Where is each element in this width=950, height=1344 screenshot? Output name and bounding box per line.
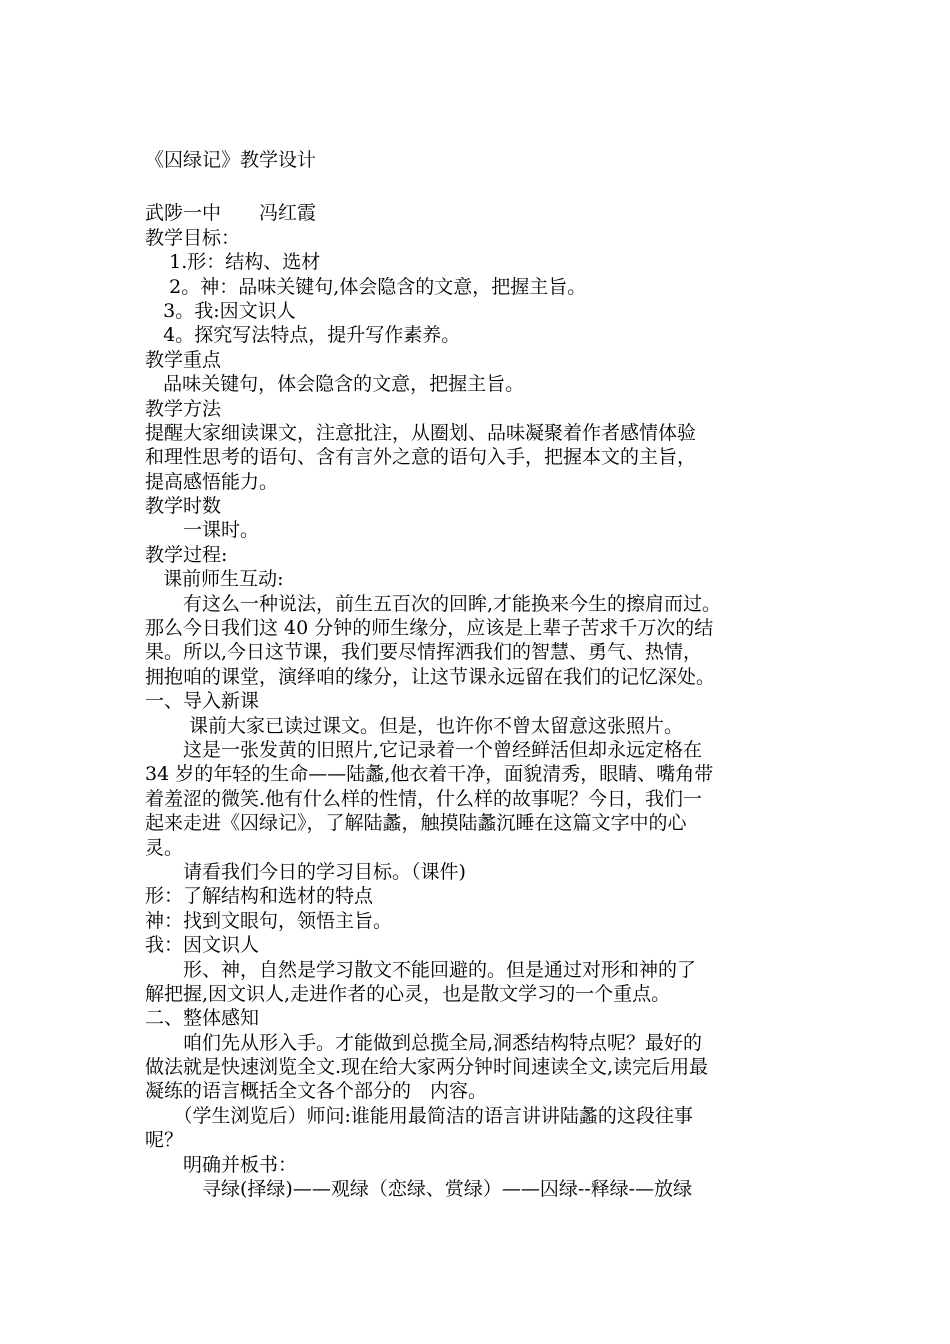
objective-form: 形：了解结构和选材的特点	[145, 885, 374, 908]
paragraph-line: 提高感悟能力。	[145, 470, 279, 493]
goal-item-2: 2。神：品味关键句,体会隐含的文意，把握主旨。	[145, 275, 587, 298]
paragraph-line: 灵。	[145, 836, 184, 859]
paragraph-line: 着羞涩的微笑.他有什么样的性情，什么样的故事呢？今日，我们一	[145, 787, 703, 810]
paragraph-line: 形、神，自然是学习散文不能回避的。但是通过对形和神的了	[145, 958, 697, 981]
section-heading-intro: 一、导入新课	[145, 690, 260, 713]
paragraph-line: 和理性思考的语句、含有言外之意的语句入手，把握本文的主旨，	[145, 446, 697, 469]
section-heading-hours: 教学时数	[145, 495, 222, 518]
objective-self: 我：因文识人	[145, 934, 260, 957]
paragraph-line: 果。所以,今日这节课，我们要尽情挥洒我们的智慧、勇气、热情，	[145, 641, 703, 664]
section-heading-goals: 教学目标：	[145, 226, 241, 249]
paragraph-line: 有这么一种说法，前生五百次的回眸,才能换来今生的擦肩而过。	[145, 592, 722, 615]
paragraph-line: 明确并板书：	[145, 1153, 298, 1176]
blackboard-summary: 寻绿(择绿)——观绿（恋绿、赏绿）——囚绿--释绿-—放绿	[145, 1178, 693, 1201]
paragraph-line: 这是一张发黄的旧照片,它记录着一个曾经鲜活但却永远定格在	[145, 738, 703, 761]
section-heading-method: 教学方法	[145, 397, 222, 420]
document-title: 《囚绿记》教学设计	[145, 149, 317, 171]
goal-item-3: 3。我:因文识人	[145, 299, 296, 322]
subheading-interaction: 课前师生互动:	[145, 568, 284, 591]
paragraph-line: 34 岁的年轻的生命——陆蠡,他衣着干净，面貌清秀，眼睛、嘴角带	[145, 763, 714, 786]
paragraph-line: 那么今日我们这 40 分钟的师生缘分，应该是上辈子苦求千万次的结	[145, 617, 714, 640]
paragraph-line: 品味关键句，体会隐含的文意，把握主旨。	[145, 373, 525, 396]
section-heading-focus: 教学重点	[145, 348, 222, 371]
paragraph-line: 拥抱咱的课堂，演绎咱的缘分，让这节课永远留在我们的记忆深处。	[145, 665, 716, 688]
paragraph-line: 呢？	[145, 1129, 184, 1152]
section-heading-process: 教学过程:	[145, 543, 228, 566]
section-heading-overview: 二、整体感知	[145, 1007, 260, 1030]
objective-spirit: 神：找到文眼句，领悟主旨。	[145, 909, 393, 932]
paragraph-line: 起来走进《囚绿记》，了解陆蠡，触摸陆蠡沉睡在这篇文字中的心	[145, 812, 687, 835]
document-body	[145, 148, 810, 1201]
paragraph-line: 解把握,因文识人,走进作者的心灵，也是散文学习的一个重点。	[145, 982, 671, 1005]
paragraph-line: 做法就是快速浏览全文.现在给大家两分钟时间速读全文,读完后用最	[145, 1056, 709, 1079]
paragraph-line: 请看我们今日的学习目标。（课件)	[145, 860, 466, 883]
paragraph-line: 一课时。	[145, 519, 260, 542]
paragraph-line: 咱们先从形入手。才能做到总揽全局,洞悉结构特点呢？最好的	[145, 1031, 703, 1054]
goal-item-1: 1.形：结构、选材	[145, 251, 321, 274]
paragraph-line: 提醒大家细读课文，注意批注，从圈划、品味凝聚着作者感情体验	[145, 421, 697, 444]
paragraph-line: （学生浏览后）师问:谁能用最简洁的语言讲讲陆蠡的这段往事	[145, 1104, 693, 1127]
paragraph-line: 凝练的语言概括全文各个部分的 内容。	[145, 1080, 488, 1103]
author-line: 武陟一中 冯红霞	[145, 202, 317, 225]
paragraph-line: 课前大家已读过课文。但是，也许你不曾太留意这张照片。	[145, 714, 684, 737]
goal-item-4: 4。探究写法特点，提升写作素养。	[145, 324, 461, 347]
